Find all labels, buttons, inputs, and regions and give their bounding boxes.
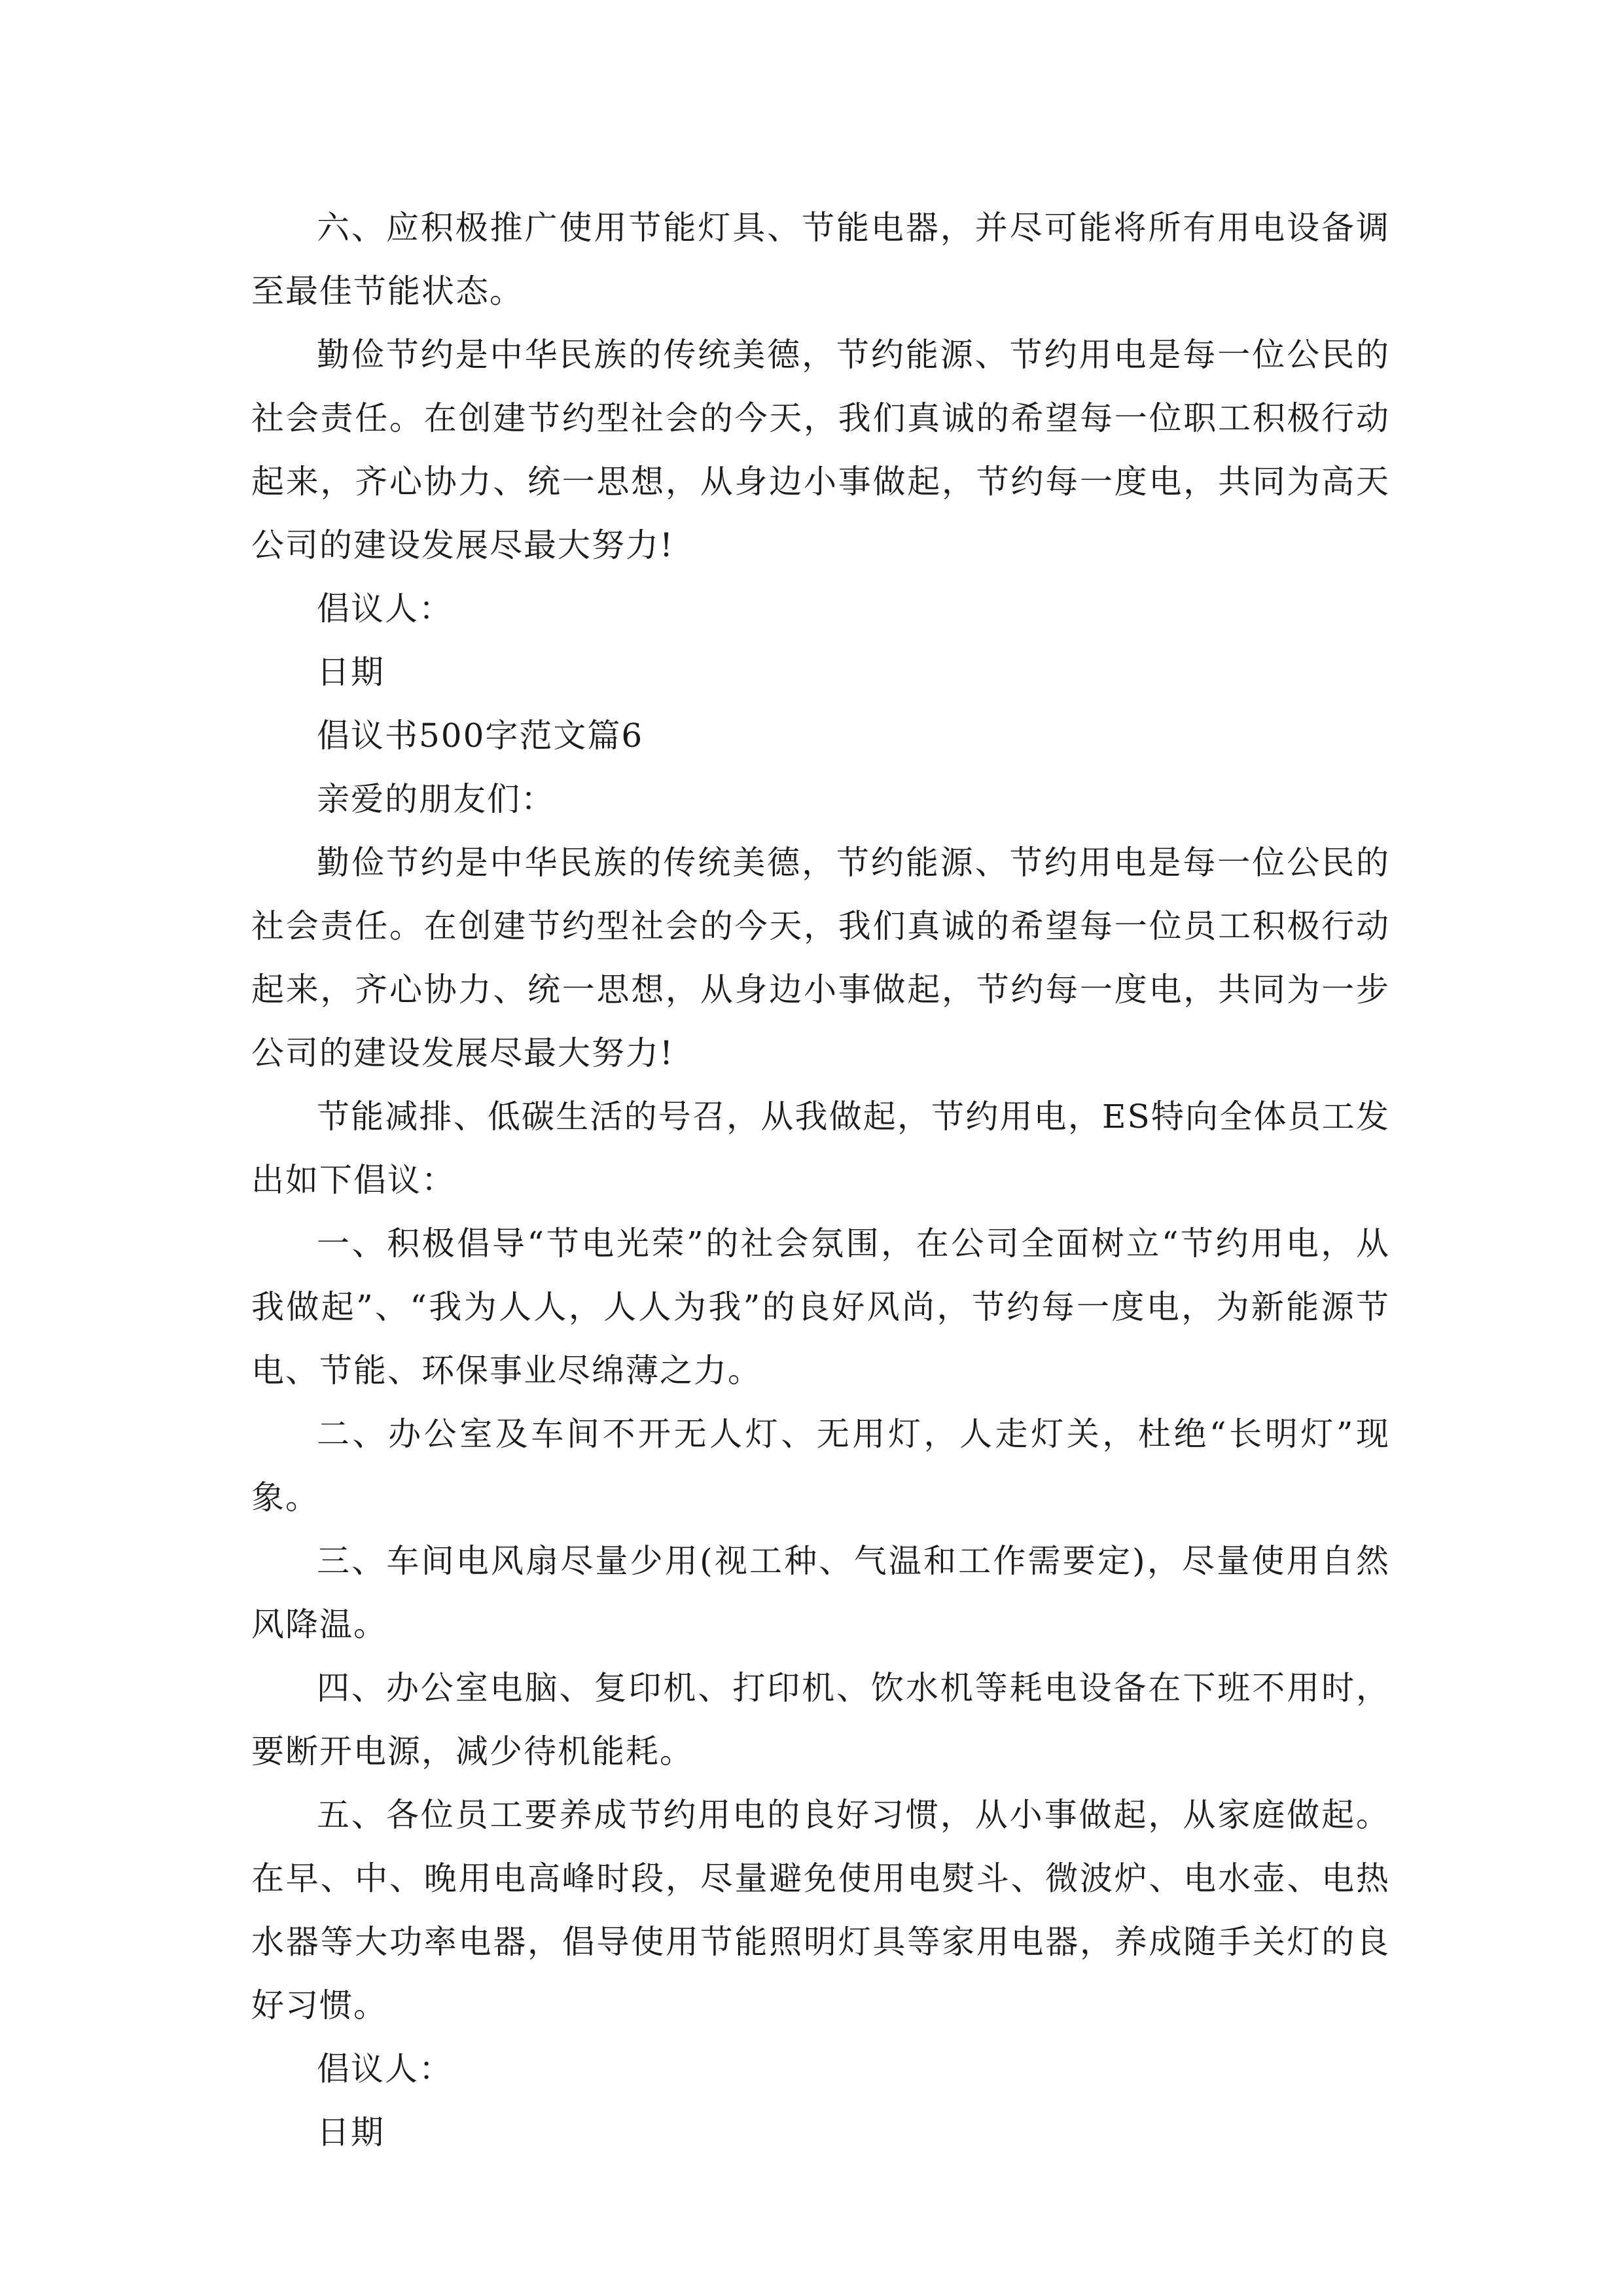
section-title: 倡议书500字范文篇6 [317,717,644,755]
salutation: 亲爱的朋友们： [317,780,555,818]
paragraph-item-five: 五、各位员工要养成节约用电的良好习惯，从小事做起，从家庭做起。在早、中、晚用电高峰时段，尽量避免使用电熨斗、微波炉、电水壶、电热水器等大功率电器，倡导使用节能照明灯具等家用电器，养成随手关灯的良好习惯。 [251,1796,1390,2024]
paragraph-item-one: 一、积极倡导“节电光荣”的社会氛围，在公司全面树立“节约用电，从我做起”、“我为人人，人人为我”的良好风尚，节约每一度电，为新能源节电、节能、环保事业尽绵薄之力。 [251,1225,1390,1390]
paragraph-item-three: 三、车间电风扇尽量少用(视工种、气温和工作需要定)，尽量使用自然风降温。 [251,1542,1390,1643]
paragraph-item-four: 四、办公室电脑、复印机、打印机、饮水机等耗电设备在下班不用时，要断开电源，减少待机能耗。 [251,1669,1390,1770]
paragraph-call-to-action: 节能减排、低碳生活的号召，从我做起，节约用电，ES特向全体员工发出如下倡议： [251,1098,1390,1199]
paragraph-date: 日期 [317,653,385,691]
paragraph-item-two: 二、办公室及车间不开无人灯、无用灯，人走灯关，杜绝“长明灯”现象。 [251,1415,1390,1516]
paragraph-initiator: 倡议人： [317,590,453,628]
paragraph-initiator-2: 倡议人： [317,2050,453,2088]
paragraph-date-2: 日期 [317,2113,385,2151]
paragraph-thrift-appeal: 勤俭节约是中华民族的传统美德，节约能源、节约用电是每一位公民的社会责任。在创建节约型社会的今天，我们真诚的希望每一位职工积极行动起来，齐心协力、统一思想，从身边小事做起，节约每一度电，共同为高天公司的建设发展尽最大努力! [251,336,1390,564]
paragraph-thrift-appeal-2: 勤俭节约是中华民族的传统美德，节约能源、节约用电是每一位公民的社会责任。在创建节约型社会的今天，我们真诚的希望每一位员工积极行动起来，齐心协力、统一思想，从身边小事做起，节约每一度电，共同为一步公司的建设发展尽最大努力! [251,844,1390,1072]
paragraph-item-six: 六、应积极推广使用节能灯具、节能电器，并尽可能将所有用电设备调至最佳节能状态。 [251,209,1390,310]
document-body [251,196,1390,2164]
